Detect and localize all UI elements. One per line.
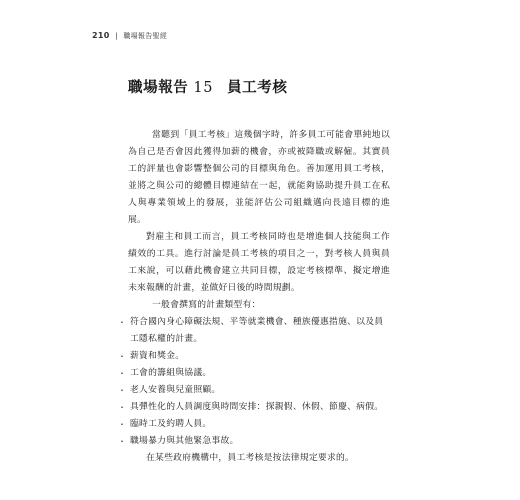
chapter-title <box>128 76 287 97</box>
list-item: ・ 臨時工及約聘人員。 <box>118 416 390 433</box>
closing-line: 在某些政府機構中，員工考核是按法律規定要求的。 <box>146 453 355 463</box>
list-item: ・ 具彈性化的人員調度與時間安排：探親假、休假、節慶、病假。 <box>118 399 390 416</box>
body-text <box>128 127 390 467</box>
running-header <box>92 31 167 41</box>
paragraph-1: 當聽到「員工考核」這幾個字時，許多員工可能會單純地以為自己是否會因此獲得加薪的機會，亦或被降職或解僱。其實員工的評量也會影響整個公司的目標與角色。善加運用員工考核，並將之與公司的總體目標連結在一起，就能夠協助提升員工在私人與專業領域上的發展，並能評估公司組織邁向長遠目標的進展。 <box>128 130 390 225</box>
list-intro: 一般會撰寫的計畫類型有： <box>152 300 261 310</box>
list-item: ・ 薪資和獎金。 <box>118 348 390 365</box>
list-item: ・ 工會的籌組與協議。 <box>118 365 390 382</box>
paragraph-2: 對雇主和員工而言，員工考核同時也是增進個人技能與工作績效的工具。進行討論是員工考核的項目之一，對考核人員與員工來說，可以藉此機會建立共同目標，設定考核標準、擬定增進未來報酬的計畫，並做好日後的時間規劃。 <box>128 232 390 293</box>
list-item: ・ 符合國內身心障礙法規、平等就業機會、種族優惠措施、以及員工隱私權的計畫。 <box>118 314 390 348</box>
header-separator: | <box>115 32 118 40</box>
book-title: 職場報告聖經 <box>123 32 168 40</box>
list-item: ・ 職場暴力與其他緊急事故。 <box>118 433 390 450</box>
chapter-name: 員工考核 <box>227 79 288 96</box>
chapter-label: 職場報告 <box>128 79 189 96</box>
list-item: ・ 老人安養與兒童照顧。 <box>118 382 390 399</box>
chapter-number: 15 <box>193 80 214 96</box>
page-number: 210 <box>92 31 110 40</box>
plan-types-list <box>128 314 390 450</box>
